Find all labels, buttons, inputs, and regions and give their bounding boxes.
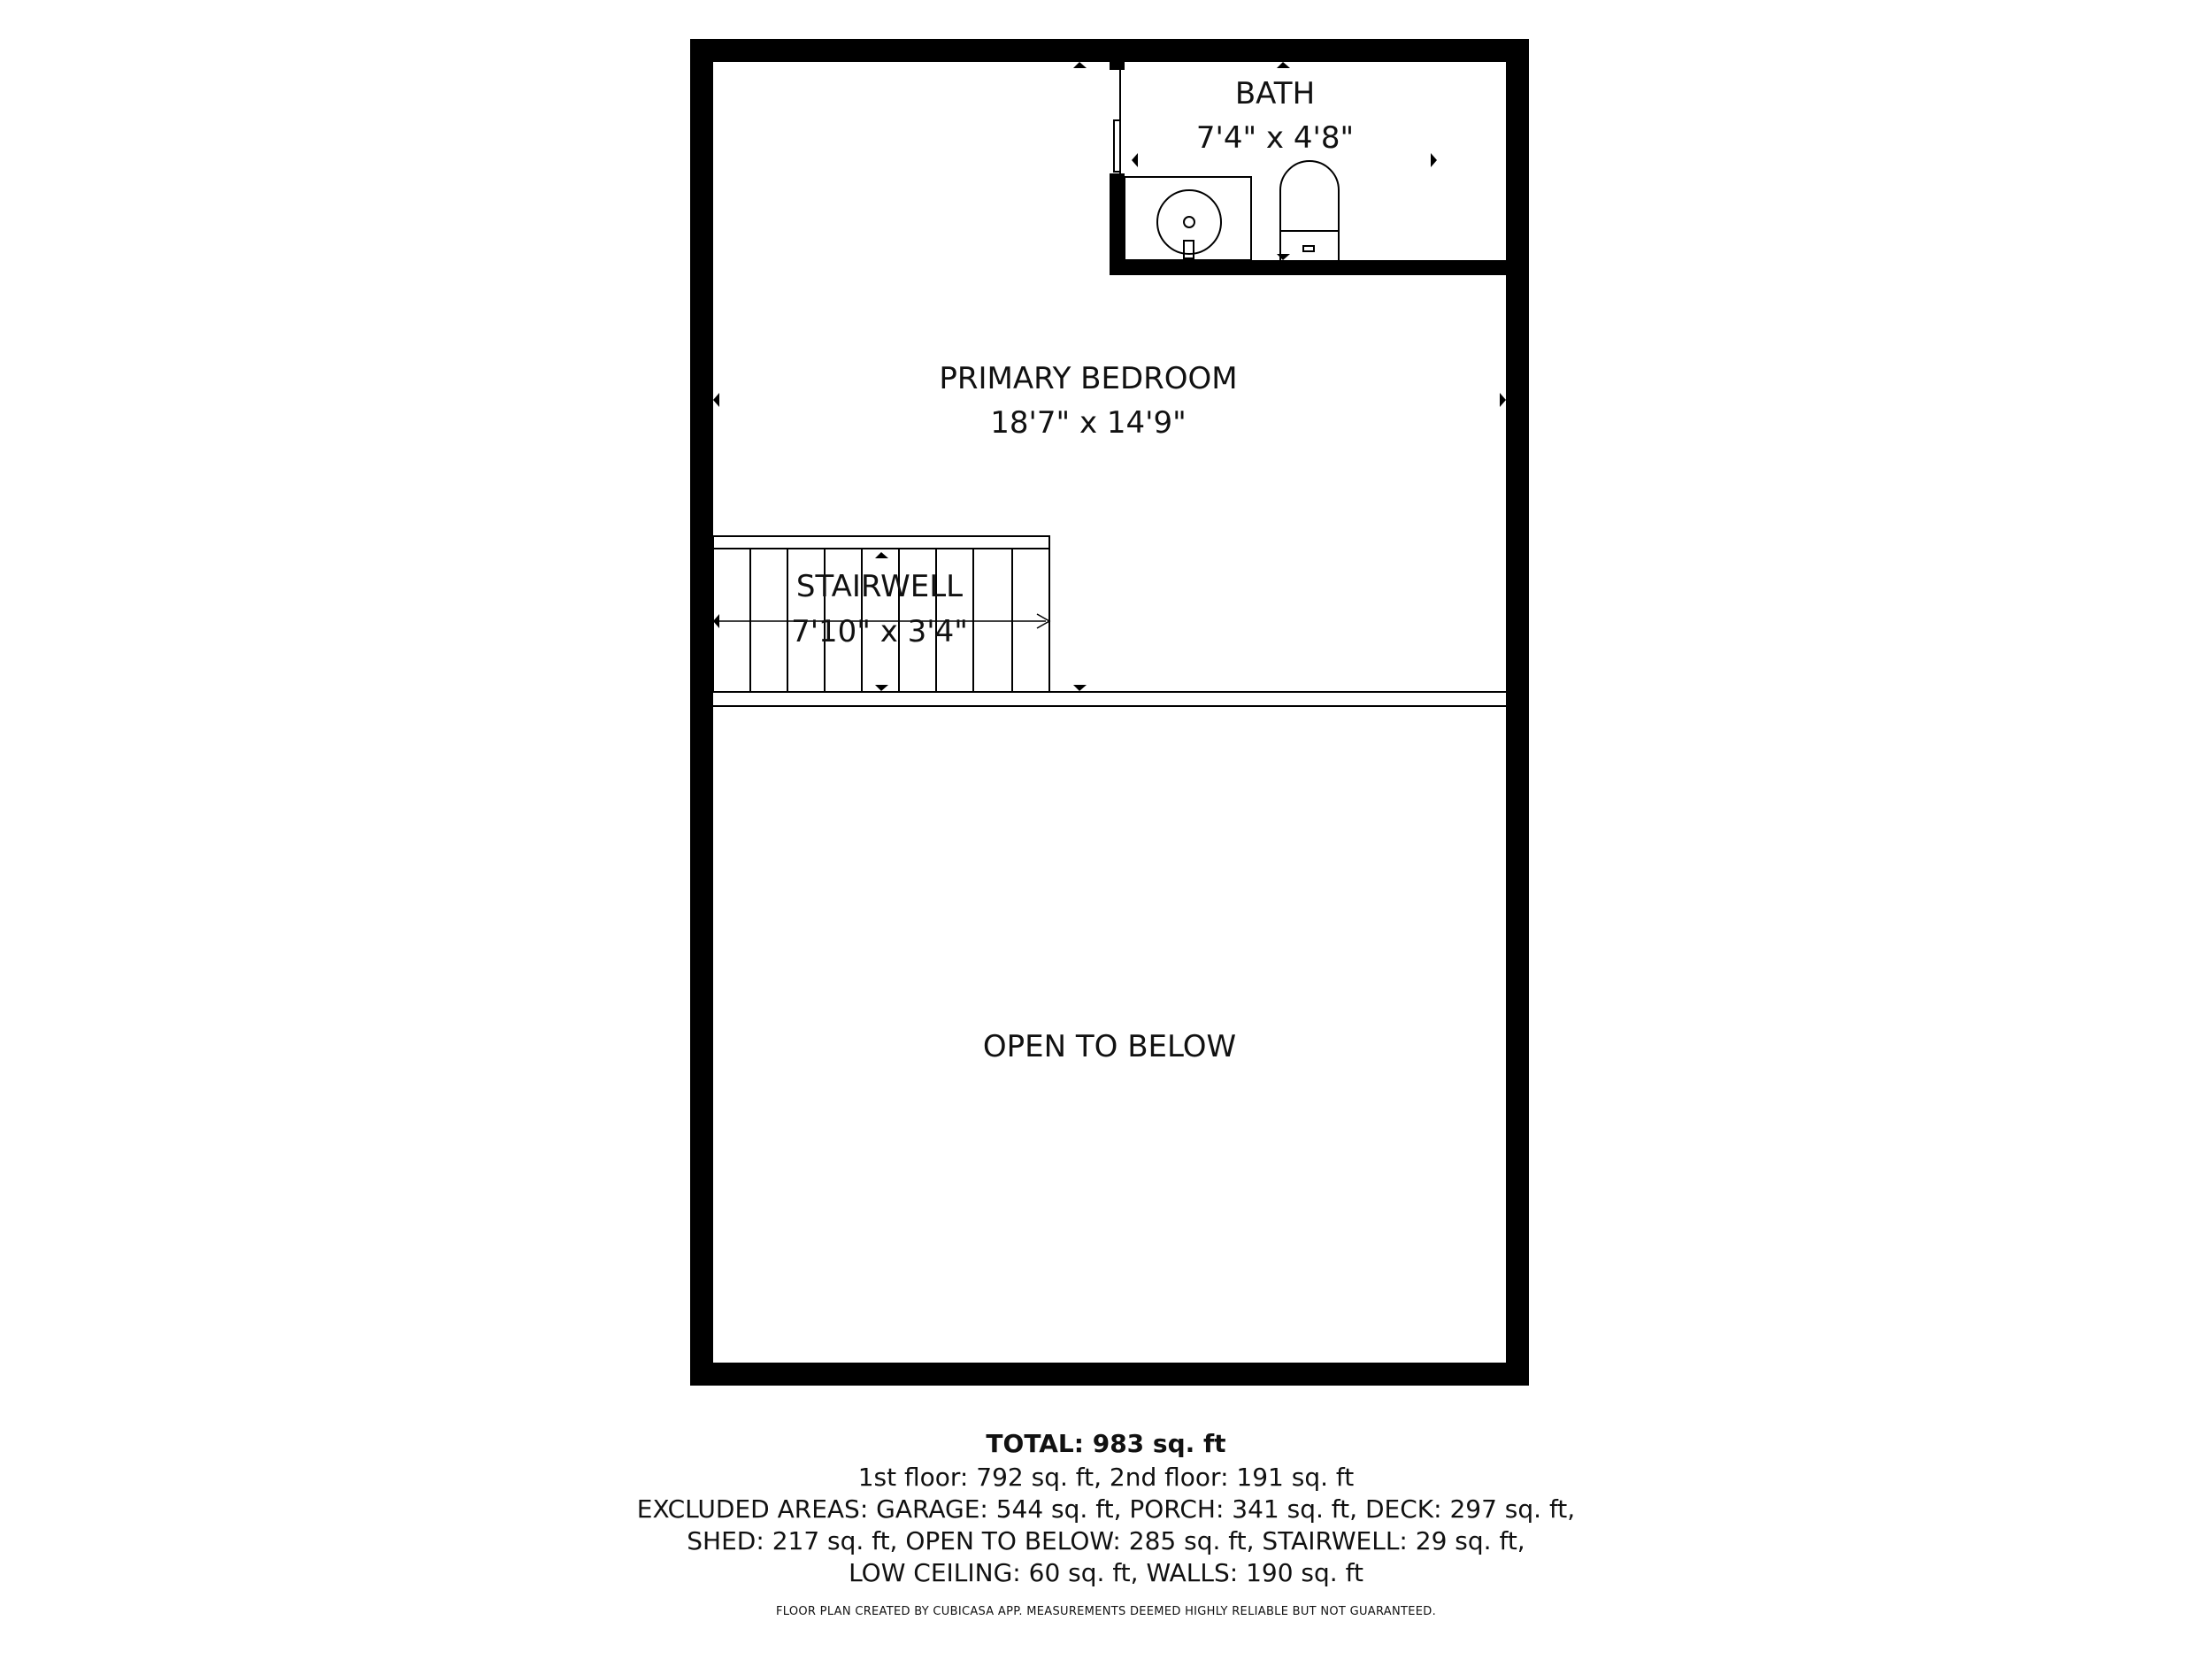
primary-bedroom-label: PRIMARY BEDROOM — [939, 361, 1238, 396]
excluded-areas-line-2: SHED: 217 sq. ft, OPEN TO BELOW: 285 sq. ft, STAIRWELL: 29 sq. ft, — [687, 1526, 1525, 1555]
bath-door — [1114, 70, 1120, 173]
sink-icon — [1125, 177, 1251, 260]
total-area: TOTAL: 983 sq. ft — [986, 1429, 1226, 1458]
stairwell-label: STAIRWELL — [795, 569, 964, 604]
excluded-areas-line-3: LOW CEILING: 60 sq. ft, WALLS: 190 sq. ft — [849, 1558, 1363, 1587]
disclaimer: FLOOR PLAN CREATED BY CUBICASA APP. MEASUREMENTS DEEMED HIGHLY RELIABLE BUT NOT GUARANTEED. — [776, 1605, 1436, 1618]
excluded-areas-line-1: EXCLUDED AREAS: GARAGE: 544 sq. ft, PORCH: 341 sq. ft, DECK: 297 sq. ft, — [636, 1494, 1576, 1524]
toilet-icon — [1280, 161, 1339, 260]
bath-dimensions: 7'4" x 4'8" — [1195, 120, 1355, 156]
primary-bedroom-dimensions: 18'7" x 14'9" — [990, 405, 1187, 441]
open-to-below-label: OPEN TO BELOW — [982, 1029, 1237, 1064]
stairwell-dimensions: 7'10" x 3'4" — [791, 614, 968, 649]
area-summary — [0, 1426, 2212, 1618]
open-to-below-rail — [713, 692, 1506, 706]
floor-areas: 1st floor: 792 sq. ft, 2nd floor: 191 sq. ft — [857, 1463, 1355, 1492]
bath-label: BATH — [1234, 76, 1316, 111]
